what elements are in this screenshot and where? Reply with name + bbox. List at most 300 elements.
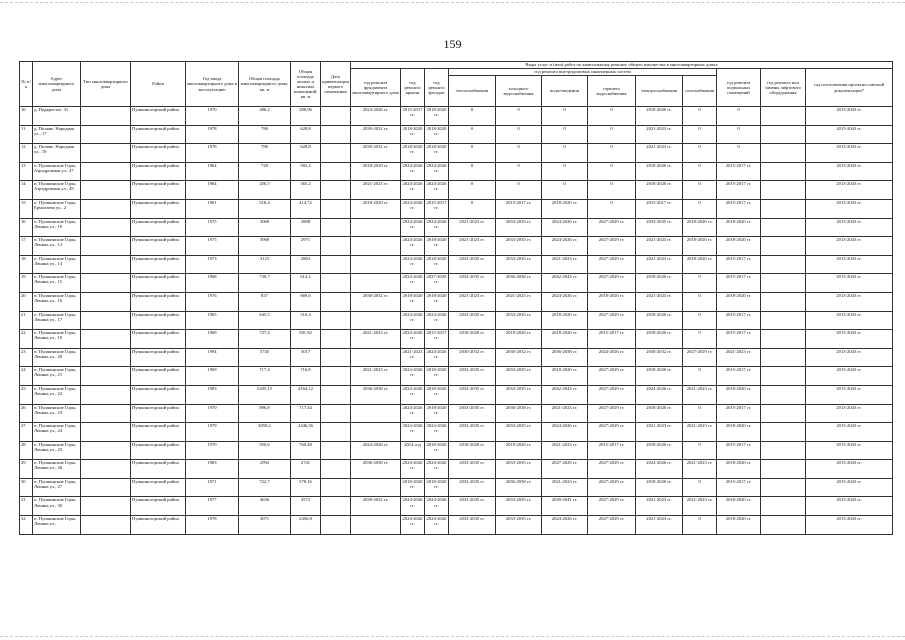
row-electricity-cell: 2021-2023 гг. [636, 255, 683, 274]
row-gas-cell: 0 [683, 292, 717, 311]
row-facade-cell: 2024-2026 гг. [425, 181, 449, 200]
row-address-cell: п. Пушкинские Горы, Ленина ул., [33, 516, 81, 535]
row-hot-water-cell: 2027-2029 гг. [588, 237, 636, 256]
row-basement-cell: 2018-2020 гг. [717, 237, 761, 256]
row-design-docs-cell: 2015-2043 гг. [806, 423, 893, 442]
row-privatization-cell [321, 107, 351, 126]
row-year-built-cell: 1970 [186, 441, 239, 460]
row-privatization-cell [321, 441, 351, 460]
row-heating-cell: 2033-2035 гг. [449, 423, 496, 442]
table-row [20, 181, 893, 200]
row-hot-water-cell: 0 [588, 199, 636, 218]
row-hot-water-cell: 2027-2029 гг. [588, 255, 636, 274]
row-roof-cell: 2018-2020 гг. [401, 292, 425, 311]
row-year-built-cell: 1978 [186, 125, 239, 144]
row-elevator-cell [761, 144, 806, 163]
row-num-cell: 28 [20, 441, 33, 460]
row-basement-cell: 2015-2017 гг. [717, 199, 761, 218]
row-gas-cell: 0 [683, 181, 717, 200]
row-type-cell [81, 274, 131, 293]
row-roof-cell: 2018-2020 гг. [401, 478, 425, 497]
row-type-cell [81, 144, 131, 163]
row-hot-water-cell: 2027-2029 гг. [588, 423, 636, 442]
row-year-built-cell: 1969 [186, 367, 239, 386]
row-electricity-cell: 2018-2020 гг. [636, 181, 683, 200]
row-gas-cell: 2021-2023 гг. [683, 423, 717, 442]
row-living-area-cell: 717,44 [291, 404, 321, 423]
col-district: Район [131, 62, 186, 107]
row-year-built-cell: 1970 [186, 404, 239, 423]
row-elevator-cell [761, 162, 806, 181]
row-district-cell: Пушкиногорский район [131, 125, 186, 144]
row-year-built-cell: 1978 [186, 144, 239, 163]
row-electricity-cell: 2018-2020 гг. [636, 404, 683, 423]
row-hot-water-cell: 2027-2029 гг. [588, 218, 636, 237]
table-body [20, 107, 893, 535]
row-drainage-cell: 2024-2026 гг. [542, 516, 588, 535]
row-facade-cell: 2018-2020 гг. [425, 255, 449, 274]
table-row [20, 237, 893, 256]
row-hot-water-cell: 2027-2029 гг. [588, 478, 636, 497]
row-year-built-cell: 1970 [186, 107, 239, 126]
row-hot-water-cell: 2027-2029 гг. [588, 497, 636, 516]
row-gas-cell: 0 [683, 441, 717, 460]
row-address-cell: п. Пушкинские Горы, Аэродромная ул., 49 [33, 181, 81, 200]
row-cold-water-cell: 2030-2032 гг. [496, 348, 542, 367]
row-year-built-cell: 1983 [186, 385, 239, 404]
row-hot-water-cell: 2024-2026 гг. [588, 348, 636, 367]
row-type-cell [81, 423, 131, 442]
row-privatization-cell [321, 181, 351, 200]
table-row [20, 497, 893, 516]
row-drainage-cell: 2024-2026 гг. [542, 218, 588, 237]
row-year-built-cell: 1968 [186, 274, 239, 293]
row-elevator-cell [761, 441, 806, 460]
row-hot-water-cell: 2015-2017 гг. [588, 441, 636, 460]
row-drainage-cell: 2027-2029 гг. [542, 460, 588, 479]
row-heating-cell: 0 [449, 162, 496, 181]
row-foundation-cell: 2030-2032 гг. [351, 292, 401, 311]
row-district-cell: Пушкиногорский район [131, 199, 186, 218]
row-total-area-cell: 950,6 [239, 441, 291, 460]
table-row [20, 330, 893, 349]
row-drainage-cell: 0 [542, 162, 588, 181]
row-design-docs-cell: 2015-2043 гг. [806, 218, 893, 237]
col-cold-water: холодного водоснабжения [496, 76, 542, 107]
row-basement-cell: 2015-2017 гг. [717, 311, 761, 330]
row-hot-water-cell: 2027-2029 гг. [588, 311, 636, 330]
row-cold-water-cell: 0 [496, 125, 542, 144]
row-type-cell [81, 404, 131, 423]
row-cold-water-cell: 0 [496, 107, 542, 126]
row-address-cell: п. Пушкинские Горы, Ленина ул., 30 [33, 497, 81, 516]
row-roof-cell: 2015-2017 гг. [401, 107, 425, 126]
row-elevator-cell [761, 237, 806, 256]
row-facade-cell: 2018-2020 гг. [425, 404, 449, 423]
row-cold-water-cell: 2033-2035 гг. [496, 516, 542, 535]
row-num-cell: 18 [20, 255, 33, 274]
row-cold-water-cell: 2036-2038 гг. [496, 478, 542, 497]
row-total-area-cell: 730,7 [239, 274, 291, 293]
row-electricity-cell: 2021-2023 гг. [636, 423, 683, 442]
row-basement-cell: 2018-2020 гг. [717, 423, 761, 442]
row-type-cell [81, 497, 131, 516]
row-heating-cell: 2021-2023 гг. [449, 218, 496, 237]
row-roof-cell: 2024-2026 гг. [401, 404, 425, 423]
table-row [20, 218, 893, 237]
row-drainage-cell: 0 [542, 107, 588, 126]
table-row [20, 311, 893, 330]
row-basement-cell: 2018-2020 гг. [717, 497, 761, 516]
row-district-cell: Пушкиногорский район [131, 107, 186, 126]
col-roof: год ремонта крыши [401, 69, 425, 107]
row-foundation-cell [351, 311, 401, 330]
row-roof-cell: 2024-2026 гг. [401, 181, 425, 200]
row-type-cell [81, 478, 131, 497]
row-foundation-cell: 2024-2026 гг. [351, 107, 401, 126]
row-district-cell: Пушкиногорский район [131, 311, 186, 330]
row-district-cell: Пушкиногорский район [131, 274, 186, 293]
row-gas-cell: 0 [683, 367, 717, 386]
row-electricity-cell: 2018-2020 гг. [636, 162, 683, 181]
row-elevator-cell [761, 348, 806, 367]
row-heating-cell: 2018-2020 гг. [449, 330, 496, 349]
row-facade-cell: 2018-2020 гг. [425, 367, 449, 386]
row-num-cell: 20 [20, 292, 33, 311]
row-foundation-cell [351, 423, 401, 442]
row-foundation-cell: 2021-2023 гг. [351, 181, 401, 200]
row-privatization-cell [321, 255, 351, 274]
row-total-area-cell: 3068 [239, 218, 291, 237]
scan-bottom-edge [0, 636, 905, 638]
row-num-cell: 26 [20, 404, 33, 423]
row-type-cell [81, 292, 131, 311]
row-gas-cell: 2021-2023 гг. [683, 460, 717, 479]
row-elevator-cell [761, 404, 806, 423]
row-type-cell [81, 237, 131, 256]
row-privatization-cell [321, 144, 351, 163]
row-facade-cell: 2024-2026 гг. [425, 162, 449, 181]
row-heating-cell: 2033-2035 гг. [449, 311, 496, 330]
table-row [20, 162, 893, 181]
row-electricity-cell: 2018-2020 гг. [636, 107, 683, 126]
row-address-cell: п. Пушкинские Горы, Ленина ул., 16 [33, 292, 81, 311]
row-basement-cell: 2015-2017 гг. [717, 181, 761, 200]
row-hot-water-cell: 0 [588, 162, 636, 181]
col-num: № п/п [20, 62, 33, 107]
row-living-area-cell: 3017 [291, 348, 321, 367]
row-address-cell: д. Подкрестье, 31 [33, 107, 81, 126]
row-total-area-cell: 3071 [239, 516, 291, 535]
row-district-cell: Пушкиногорский район [131, 237, 186, 256]
col-living-area: Общая площадь жилых и нежилых помещений, кв. м [291, 62, 321, 107]
row-privatization-cell [321, 199, 351, 218]
row-roof-cell: 2021-2023 гг. [401, 348, 425, 367]
col-electricity: электроснабжения [636, 76, 683, 107]
row-gas-cell: 2018-2020 гг. [683, 218, 717, 237]
table-row [20, 385, 893, 404]
row-type-cell [81, 330, 131, 349]
row-hot-water-cell: 2027-2029 гг. [588, 274, 636, 293]
row-basement-cell: 2015-2017 гг. [717, 478, 761, 497]
row-foundation-cell [351, 516, 401, 535]
row-cold-water-cell: 2018-2020 гг. [496, 330, 542, 349]
col-facade: год ремонта фасадов [425, 69, 449, 107]
row-address-cell: п. Пушкинские Горы, Ленина ул., 14 [33, 255, 81, 274]
row-gas-cell: 0 [683, 404, 717, 423]
row-roof-cell: 2024-2026 гг. [401, 385, 425, 404]
table-row [20, 107, 893, 126]
row-cold-water-cell: 2033-2035 гг. [496, 311, 542, 330]
subgroup-title: год ремонта внутридомовых инженерных систем [449, 69, 717, 76]
row-hot-water-cell: 2018-2020 гг. [588, 292, 636, 311]
row-gas-cell: 0 [683, 478, 717, 497]
row-num-cell: 24 [20, 367, 33, 386]
row-drainage-cell: 2024-2026 гг. [542, 292, 588, 311]
row-hot-water-cell: 2015-2017 гг. [588, 330, 636, 349]
row-cold-water-cell: 0 [496, 162, 542, 181]
row-privatization-cell [321, 237, 351, 256]
row-num-cell: 30 [20, 478, 33, 497]
row-living-area-cell: 628,8 [291, 144, 321, 163]
row-elevator-cell [761, 460, 806, 479]
row-design-docs-cell: 2015-2043 гг. [806, 404, 893, 423]
row-electricity-cell: 2024-2026 гг. [636, 385, 683, 404]
row-roof-cell: 2018-2020 гг. [401, 125, 425, 144]
row-district-cell: Пушкиногорский район [131, 516, 186, 535]
row-design-docs-cell: 2015-2043 гг. [806, 199, 893, 218]
row-heating-cell: 2018-2020 гг. [449, 441, 496, 460]
row-privatization-cell [321, 162, 351, 181]
row-gas-cell: 0 [683, 274, 717, 293]
row-total-area-cell: 518,4 [239, 199, 291, 218]
row-year-built-cell: 1979 [186, 423, 239, 442]
row-living-area-cell: 2446,56 [291, 423, 321, 442]
row-elevator-cell [761, 199, 806, 218]
row-cold-water-cell: 2036-2038 гг. [496, 274, 542, 293]
row-heating-cell: 2033-2035 гг. [449, 460, 496, 479]
row-heating-cell: 2033-2035 гг. [449, 516, 496, 535]
row-total-area-cell: 3058,2 [239, 423, 291, 442]
row-district-cell: Пушкиногорский район [131, 348, 186, 367]
row-design-docs-cell: 2015-2043 гг. [806, 497, 893, 516]
col-hot-water: горячего водоснабжения [588, 76, 636, 107]
row-living-area-cell: 2971 [291, 237, 321, 256]
row-cold-water-cell: 2033-2035 гг. [496, 385, 542, 404]
row-facade-cell: 2024-2026 гг. [425, 497, 449, 516]
row-living-area-cell: 2808 [291, 218, 321, 237]
row-total-area-cell: 456,5 [239, 181, 291, 200]
row-foundation-cell: 2018-2020 гг. [351, 162, 401, 181]
row-hot-water-cell: 2027-2029 гг. [588, 385, 636, 404]
row-address-cell: п. Пушкинские Горы, Ленина ул., 22 [33, 385, 81, 404]
row-address-cell: п. Пушкинские Горы, Ленина ул., 19 [33, 330, 81, 349]
row-drainage-cell: 2021-2023 гг. [542, 478, 588, 497]
row-drainage-cell: 2018-2020 гг. [542, 199, 588, 218]
row-privatization-cell [321, 367, 351, 386]
col-heating: теплоснабжения [449, 76, 496, 107]
col-address: Адрес многоквартирного дома [33, 62, 81, 107]
row-roof-cell: 2024-2026 гг. [401, 423, 425, 442]
row-hot-water-cell: 2027-2029 гг. [588, 404, 636, 423]
row-design-docs-cell: 2015-2043 гг. [806, 460, 893, 479]
row-num-cell: 10 [20, 107, 33, 126]
row-facade-cell: 2018-2020 гг. [425, 441, 449, 460]
row-num-cell: 29 [20, 460, 33, 479]
row-electricity-cell: 2033-2035 гг. [636, 218, 683, 237]
row-design-docs-cell: 2015-2043 гг. [806, 144, 893, 163]
row-cold-water-cell: 0 [496, 181, 542, 200]
row-privatization-cell [321, 460, 351, 479]
row-num-cell: 32 [20, 516, 33, 535]
table-row [20, 423, 893, 442]
row-roof-cell: 2024-2026 гг. [401, 497, 425, 516]
row-drainage-cell: 2021-2023 гг. [542, 441, 588, 460]
row-foundation-cell: 2021-2023 гг. [351, 367, 401, 386]
col-design-docs: год изготовления проектно-сметной документации* [806, 69, 893, 107]
row-cold-water-cell: 2033-2035 гг. [496, 255, 542, 274]
row-heating-cell: 2033-2035 гг. [449, 367, 496, 386]
col-basement: год ремонта подвальных помещений [717, 69, 761, 107]
row-address-cell: д. Поляне, Народная ул., 17 [33, 125, 81, 144]
row-district-cell: Пушкиногорский район [131, 460, 186, 479]
row-living-area-cell: 365,2 [291, 181, 321, 200]
row-total-area-cell: 3745 [239, 348, 291, 367]
row-basement-cell: 2015-2017 гг. [717, 162, 761, 181]
row-total-area-cell: 5205,15 [239, 385, 291, 404]
col-elevator: год ремонта или замены лифтового оборудования [761, 69, 806, 107]
row-electricity-cell: 2024-2026 гг. [636, 460, 683, 479]
row-year-built-cell: 1971 [186, 478, 239, 497]
row-year-built-cell: 1965 [186, 311, 239, 330]
row-electricity-cell: 2021-2023 гг. [636, 516, 683, 535]
col-year-built: Год ввода многоквартирного дома в эксплуатацию [186, 62, 239, 107]
row-type-cell [81, 181, 131, 200]
row-roof-cell: 2024-2026 гг. [401, 199, 425, 218]
row-foundation-cell [351, 404, 401, 423]
row-design-docs-cell: 2015-2043 гг. [806, 292, 893, 311]
row-hot-water-cell: 0 [588, 181, 636, 200]
row-heating-cell: 0 [449, 199, 496, 218]
row-living-area-cell: 388,96 [291, 107, 321, 126]
row-basement-cell: 2018-2020 гг. [717, 218, 761, 237]
row-foundation-cell [351, 218, 401, 237]
row-electricity-cell: 2018-2020 гг. [636, 274, 683, 293]
row-privatization-cell [321, 423, 351, 442]
row-district-cell: Пушкиногорский район [131, 441, 186, 460]
row-facade-cell: 2015-2017 гг. [425, 330, 449, 349]
row-address-cell: п. Пушкинские Горы, Ленина ул., 24 [33, 423, 81, 442]
row-drainage-cell: 0 [542, 125, 588, 144]
row-type-cell [81, 218, 131, 237]
row-year-built-cell: 1976 [186, 292, 239, 311]
row-gas-cell: 0 [683, 107, 717, 126]
row-design-docs-cell: 2015-2043 гг. [806, 181, 893, 200]
row-heating-cell: 2033-2035 гг. [449, 478, 496, 497]
row-privatization-cell [321, 311, 351, 330]
row-basement-cell: 2018-2020 гг. [717, 460, 761, 479]
row-year-built-cell: 1975 [186, 237, 239, 256]
row-gas-cell: 0 [683, 144, 717, 163]
row-privatization-cell [321, 478, 351, 497]
row-cold-water-cell: 2036-2038 гг. [496, 404, 542, 423]
row-district-cell: Пушкиногорский район [131, 423, 186, 442]
row-living-area-cell: 669,6 [291, 292, 321, 311]
row-address-cell: п. Пушкинские Горы, Ленина ул., 20 [33, 348, 81, 367]
row-living-area-cell: 628,8 [291, 125, 321, 144]
row-privatization-cell [321, 385, 351, 404]
row-type-cell [81, 348, 131, 367]
row-heating-cell: 2021-2023 гг. [449, 292, 496, 311]
row-facade-cell: 2024-2026 гг. [425, 218, 449, 237]
row-gas-cell: 2018-2020 гг. [683, 255, 717, 274]
row-num-cell: 25 [20, 385, 33, 404]
row-cold-water-cell: 2033-2035 гг. [496, 497, 542, 516]
row-privatization-cell [321, 497, 351, 516]
row-drainage-cell: 0 [542, 144, 588, 163]
col-drainage: водоотведения [542, 76, 588, 107]
row-living-area-cell: 4164,12 [291, 385, 321, 404]
row-privatization-cell [321, 292, 351, 311]
row-basement-cell: 2015-2017 гг. [717, 330, 761, 349]
row-basement-cell: 2015-2017 гг. [717, 255, 761, 274]
row-total-area-cell: 2992 [239, 460, 291, 479]
table-row [20, 516, 893, 535]
row-design-docs-cell: 2015-2043 гг. [806, 162, 893, 181]
row-drainage-cell: 2018-2020 гг. [542, 330, 588, 349]
row-district-cell: Пушкиногорский район [131, 367, 186, 386]
row-roof-cell: 2024-2026 гг. [401, 311, 425, 330]
row-design-docs-cell: 2015-2043 гг. [806, 330, 893, 349]
row-hot-water-cell: 2027-2029 гг. [588, 516, 636, 535]
row-cold-water-cell: 2033-2035 гг. [496, 218, 542, 237]
row-address-cell: п. Пушкинские Горы, Ленина ул., 27 [33, 478, 81, 497]
row-facade-cell: 2024-2026 гг. [425, 311, 449, 330]
row-gas-cell: 2021-2023 гг. [683, 385, 717, 404]
group-title: Виды услуг и (или) работ по капитальному ремонту общего имущества в многоквартирных домах [351, 62, 893, 69]
row-year-built-cell: 1969 [186, 330, 239, 349]
row-facade-cell: 2027-2029 гг. [425, 274, 449, 293]
row-living-area-cell: 760,48 [291, 441, 321, 460]
row-type-cell [81, 385, 131, 404]
row-roof-cell: 2018-2020 гг. [401, 144, 425, 163]
row-cold-water-cell: 2021-2023 гг. [496, 292, 542, 311]
row-drainage-cell: 2024-2026 гг. [542, 237, 588, 256]
row-num-cell: 12 [20, 144, 33, 163]
row-address-cell: п. Пушкинские Горы, Ленина ул., 21 [33, 367, 81, 386]
row-basement-cell: 2018-2020 гг. [717, 385, 761, 404]
row-drainage-cell: 2039-2041 гг. [542, 497, 588, 516]
row-design-docs-cell: 2015-2043 гг. [806, 107, 893, 126]
row-basement-cell: 2021-2023 гг. [717, 348, 761, 367]
row-electricity-cell: 2021-2023 гг. [636, 125, 683, 144]
row-num-cell: 21 [20, 311, 33, 330]
row-drainage-cell: 2036-2038 гг. [542, 348, 588, 367]
row-address-cell: п. Пушкинские Горы, Ленина ул., 15 [33, 274, 81, 293]
row-total-area-cell: 717,4 [239, 367, 291, 386]
row-heating-cell: 2033-2035 гг. [449, 404, 496, 423]
row-drainage-cell: 0 [542, 181, 588, 200]
row-gas-cell: 0 [683, 162, 717, 181]
row-electricity-cell: 2021-2023 гг. [636, 497, 683, 516]
row-total-area-cell: 727,4 [239, 330, 291, 349]
row-basement-cell: 2015-2017 гг. [717, 274, 761, 293]
row-design-docs-cell: 2015-2043 гг. [806, 274, 893, 293]
row-facade-cell: 2024-2026 гг. [425, 423, 449, 442]
row-electricity-cell: 2021-2023 гг. [636, 292, 683, 311]
row-total-area-cell: 728 [239, 162, 291, 181]
row-gas-cell: 0 [683, 330, 717, 349]
